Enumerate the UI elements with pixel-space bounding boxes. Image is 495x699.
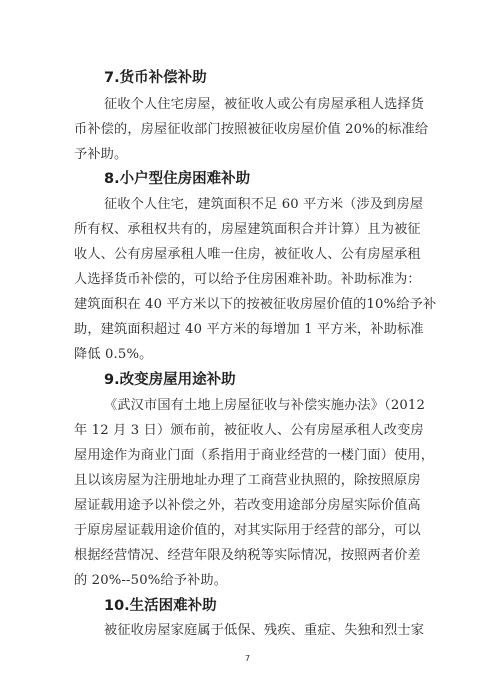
paragraph-line: 于原房屋证载用途价值的，对其实际用于经营的部分，可以 [74,523,421,538]
section-heading-10: 10.生活困难补助 [104,598,217,614]
page-number: 7 [244,654,251,663]
paragraph-line: 收人、公有房屋承租人唯一住房，被征收人、公有房屋承租 [74,247,421,262]
paragraph-line: 屋用途作为商业门面（系指用于商业经营的一楼门面）使用， [74,448,435,463]
paragraph-line: 征收个人住宅，建筑面积不足 60 平方米（涉及到房屋 [104,197,424,212]
paragraph-line: 币补偿的，房屋征收部门按照被征收房屋价值 20%的标准给 [74,122,429,137]
paragraph-line: 征收个人住宅房屋，被征收人或公有房屋承租人选择货 [104,97,425,112]
paragraph-line: 降低 0.5%。 [74,347,153,362]
paragraph-line: 助，建筑面积超过 40 平方米的每增加 1 平方米，补助标准 [74,322,424,337]
paragraph-line: 且以该房屋为注册地址办理了工商营业执照的，除按照原房 [74,473,421,488]
paragraph-line: 屋证载用途予以补偿之外，若改变用途部分房屋实际价值高 [74,498,421,513]
paragraph-line: 年 12 月 3 日）颁布前，被征收人、公有房屋承租人改变房 [74,423,424,438]
paragraph-line: 所有权、承租权共有的，房屋建筑面积合并计算）且为被征 [74,222,421,237]
paragraph-line: 的 20%--50%给予补助。 [74,573,228,588]
paragraph-line: 根据经营情况、经营年限及纳税等实际情况，按照两者价差 [74,548,421,563]
paragraph-line: 建筑面积在 40 平方米以下的按被征收房屋价值的10%给予补 [74,297,437,312]
section-heading-9: 9.改变房屋用途补助 [104,372,236,388]
section-heading-7: 7.货币补偿补助 [104,70,207,86]
paragraph-line: 予补助。 [74,147,128,162]
paragraph-line: 人选择货币补偿的，可以给予住房困难补助。补助标准为： [74,272,421,287]
section-heading-8: 8.小户型住房困难补助 [104,171,251,187]
paragraph-line: 《武汉市国有土地上房屋征收与补偿实施办法》（2012 [104,398,425,413]
paragraph-line: 被征收房屋家庭属于低保、残疾、重症、失独和烈士家 [104,623,425,638]
